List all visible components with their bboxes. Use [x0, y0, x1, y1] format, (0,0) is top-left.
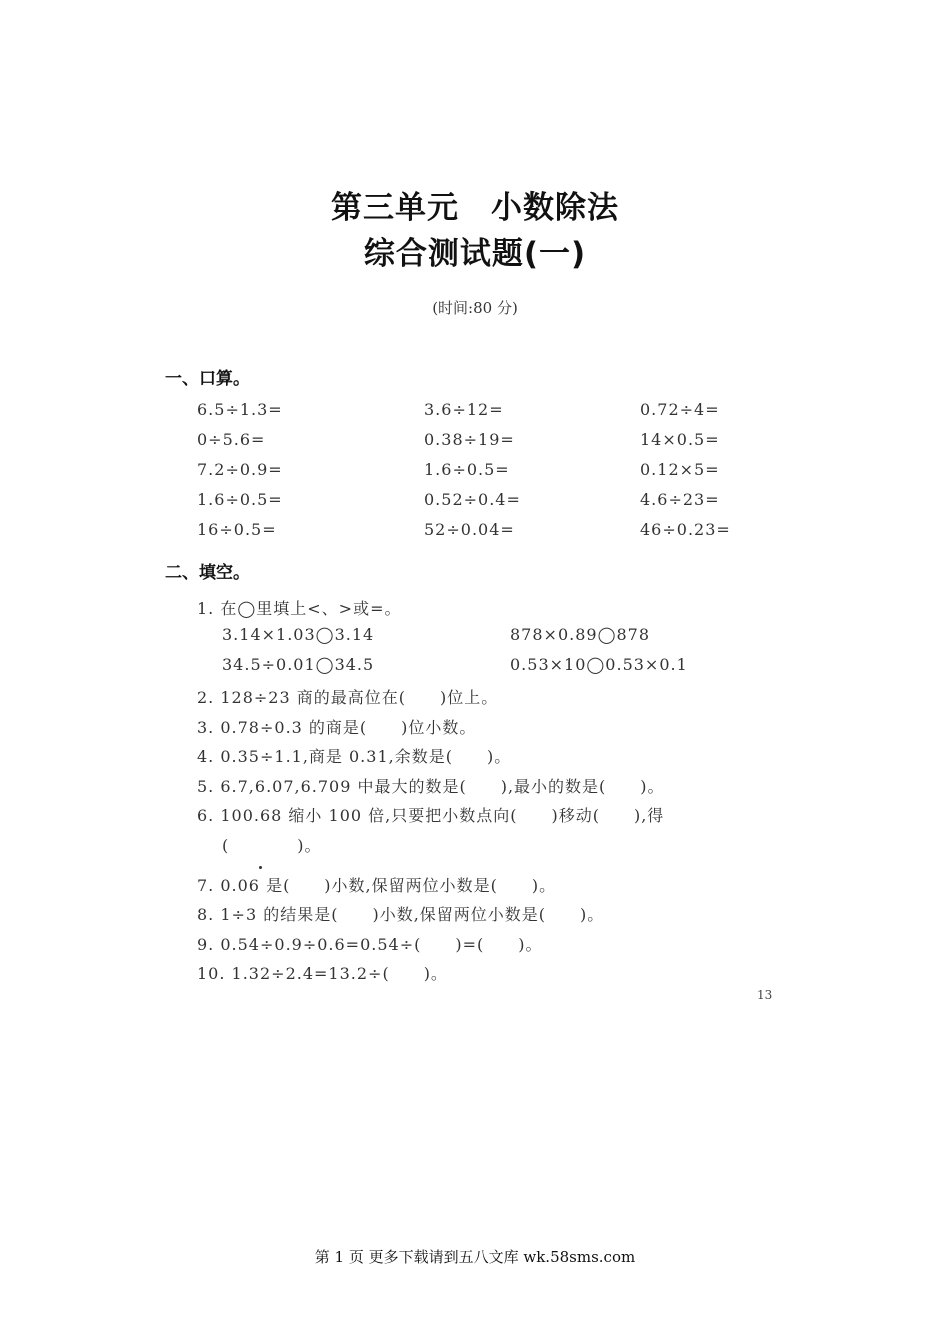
- question-4: 4. 0.35÷1.1,商是 0.31,余数是( )。: [197, 747, 512, 766]
- page-subtitle: 综合测试题(一): [363, 236, 587, 272]
- repeating-decimal-dot: [259, 866, 262, 869]
- question-3: 3. 0.78÷0.3 的商是( )位小数。: [197, 718, 477, 737]
- calc-item: 3.6÷12=: [424, 400, 504, 419]
- question-2: 2. 128÷23 商的最高位在( )位上。: [197, 688, 499, 707]
- question-1: 1. 在◯里填上<、>或=。: [197, 599, 402, 618]
- calc-item: 6.5÷1.3=: [197, 400, 283, 419]
- question-6-continued: ( )。: [222, 836, 322, 855]
- calc-item: 1.6÷0.5=: [424, 460, 510, 479]
- calc-item: 16÷0.5=: [197, 520, 277, 539]
- calc-item: 7.2÷0.9=: [197, 460, 283, 479]
- calc-item: 46÷0.23=: [640, 520, 731, 539]
- question-5: 5. 6.7,6.07,6.709 中最大的数是( ),最小的数是( )。: [197, 777, 665, 796]
- calc-item: 0.38÷19=: [424, 430, 515, 449]
- question-9: 9. 0.54÷0.9÷0.6=0.54÷( )=( )。: [197, 935, 543, 954]
- calc-item: 0.12×5=: [640, 460, 720, 479]
- calc-item: 4.6÷23=: [640, 490, 720, 509]
- section-fill-blank-heading: 二、填空。: [165, 563, 250, 583]
- calc-item: 0÷5.6=: [197, 430, 266, 449]
- section-mental-math-heading: 一、口算。: [165, 369, 250, 389]
- compare-item: 878×0.89◯878: [510, 625, 651, 644]
- calc-item: 14×0.5=: [640, 430, 720, 449]
- question-6: 6. 100.68 缩小 100 倍,只要把小数点向( )移动( ),得: [197, 806, 665, 825]
- time-note: (时间:80 分): [432, 299, 518, 317]
- calc-item: 0.72÷4=: [640, 400, 720, 419]
- compare-item: 3.14×1.03◯3.14: [222, 625, 375, 644]
- compare-item: 34.5÷0.01◯34.5: [222, 655, 375, 674]
- calc-item: 1.6÷0.5=: [197, 490, 283, 509]
- page-title: 第三单元 小数除法: [331, 190, 619, 226]
- question-10: 10. 1.32÷2.4=13.2÷( )。: [197, 964, 448, 983]
- question-8: 8. 1÷3 的结果是( )小数,保留两位小数是( )。: [197, 905, 605, 924]
- page-number: 13: [757, 988, 773, 1002]
- calc-item: 52÷0.04=: [424, 520, 515, 539]
- footer-text: 第 1 页 更多下载请到五八文库 wk.58sms.com: [314, 1248, 636, 1266]
- compare-item: 0.53×10◯0.53×0.1: [510, 655, 688, 674]
- calc-item: 0.52÷0.4=: [424, 490, 521, 509]
- question-7: 7. 0.06 是( )小数,保留两位小数是( )。: [197, 876, 557, 895]
